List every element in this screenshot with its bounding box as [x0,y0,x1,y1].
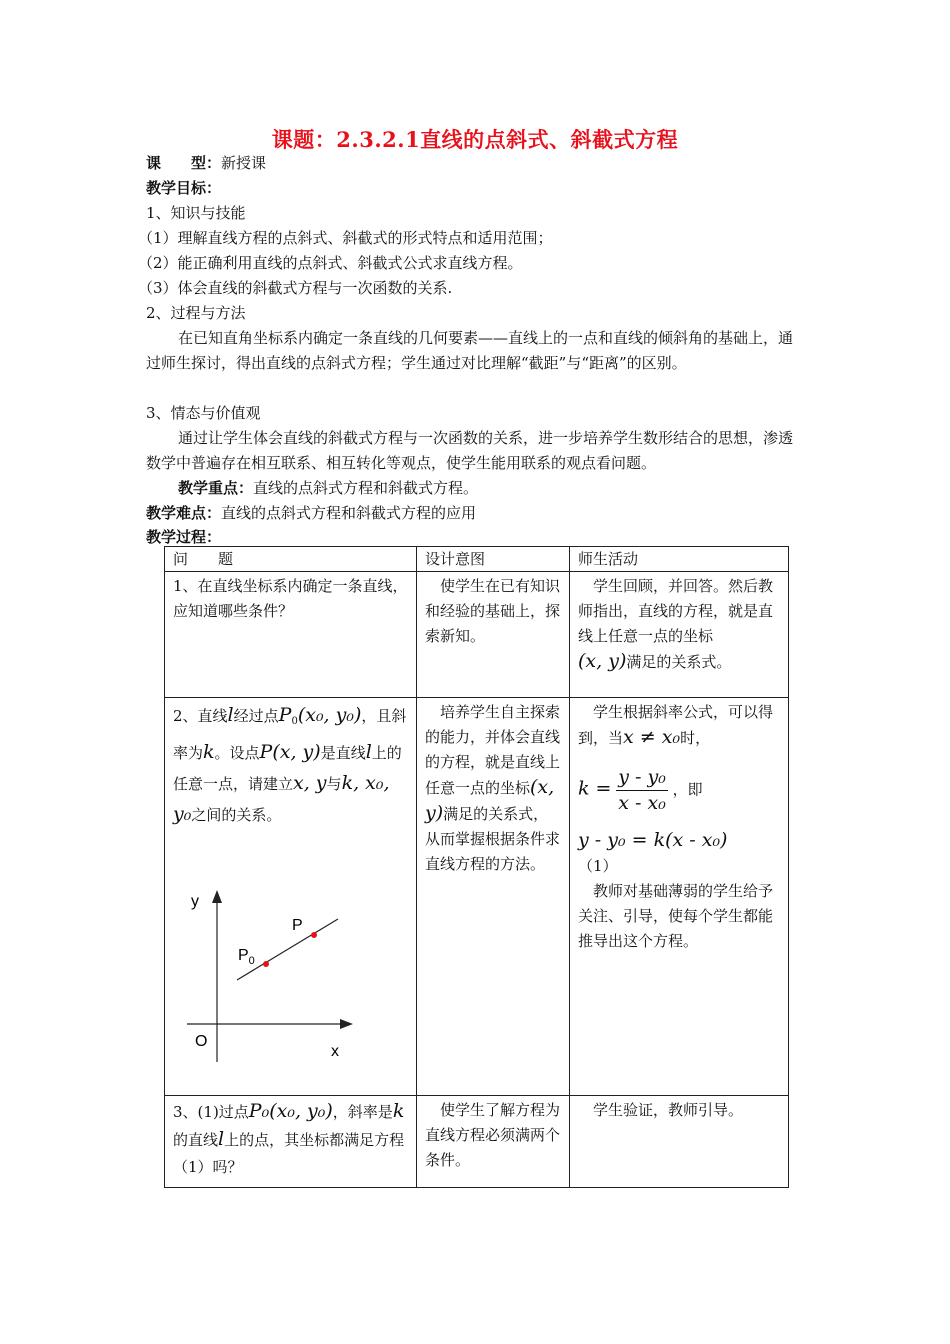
key-point-value: 直线的点斜式方程和斜截式方程。 [253,479,479,497]
row2-act-text-4: 教师对基础薄弱的学生给予关注、引导，使每个学生都能推导出这个方程。 [578,882,774,950]
table-row [165,572,789,698]
row2-act-text-3: ，即 [672,780,703,799]
row2-activity [570,698,789,1096]
row2-act-num: y - y₀ [616,765,668,791]
table-row [165,698,789,1096]
row2-q-p0-args: (x₀, y₀) [297,704,362,726]
row2-act-fraction [616,765,668,816]
difficulty-label: 教学难点： [146,504,222,522]
row3-activity: 学生验证，教师引导。 [570,1096,789,1188]
process-method-text: 在已知直角坐标系内确定一条直线的几何要素——直线上的一点和直线的倾斜角的基础上，通过师生探讨，得出直线的点斜式方程；学生通过对比理解“截距”与“距离”的区别。 [146,329,794,372]
row2-question [165,698,417,1096]
row2-act-formula [578,765,782,816]
row2-q-text-4: 。设点 [214,744,260,762]
row3-q-text-4: 上的点，其坐标都满足方程（1）吗？ [173,1131,405,1176]
knowledge-item-2: （2）能正确利用直线的点斜式、斜截式公式求直线方程。 [138,254,523,272]
difficulty [146,503,476,523]
row1-activity-tail: 满足的关系式。 [626,653,732,671]
row3-q-p0: P₀(x₀, y₀) [248,1100,333,1122]
row3-q-text-2: ，斜率是 [332,1103,393,1121]
label-x: x [331,1043,339,1060]
header-activity: 师生活动 [570,547,789,572]
label-p0 [238,947,255,967]
row3-question [165,1096,417,1188]
row2-q-text-7: 与 [326,775,342,793]
key-point-label: 教学重点： [178,479,254,497]
row1-question: 1、在直线坐标系内确定一条直线，应知道哪些条件？ [165,572,417,698]
x-axis-arrow [340,1019,353,1029]
row1-activity [570,572,789,698]
key-point [178,478,478,498]
row2-q-p0 [279,704,362,726]
row1-intent: 使学生在已有知识和经验的基础上，探索新知。 [417,572,570,698]
row2-q-l2: l [365,741,372,763]
lesson-type-value: 新授课 [221,154,267,172]
point-p0 [263,961,269,967]
row2-q-xy: x, y [293,772,327,794]
row2-q-p: P(x, y) [259,741,321,763]
point-p [311,932,317,938]
row2-question-text [173,700,409,830]
table-header-row [165,547,789,572]
row2-intent-text-1: 培养学生自主探索的能力，并体会直线的方程，就是直线上任意一点的坐标 [425,703,561,797]
objectives-heading: 教学目标： [146,179,222,197]
row2-q-text-3: ，且斜率为 [173,707,407,762]
knowledge-item-3: （3）体会直线的斜截式方程与一次函数的关系. [138,279,453,297]
row3-q-k: k [392,1100,405,1122]
row2-intent-text-2: 满足的关系式，从而掌握根据条件求直线方程的方法。 [425,805,561,873]
emotion-heading: 3、情态与价值观 [146,404,261,422]
row1-activity-text: 学生回顾，并回答。然后教师指出，直线的方程，就是直线上任意一点的坐标 [578,577,774,645]
lesson-type [146,153,266,173]
table-row [165,1096,789,1188]
row2-q-text-6: 上的任意一点，请建立 [173,744,402,793]
row2-q-text-8: 之间的关系。 [191,806,282,824]
row2-q-p0-letter: P [278,704,292,726]
row2-act-line1 [578,700,782,751]
row2-act-text-2: 时， [680,729,711,747]
lesson-type-label: 课 型： [146,154,222,172]
row2-q-text-1: 2、直线 [173,707,228,725]
label-y: y [191,893,199,910]
label-o: O [195,1033,208,1050]
row2-q-k: k [203,741,215,763]
label-p: P [292,917,303,934]
emotion-text: 通过让学生体会直线的斜截式方程与一次函数的关系，进一步培养学生数形结合的思想，渗透数学中普遍存在相互联系、相互转化等观点，使学生能用联系的观点看问题。 [146,429,794,472]
y-axis-arrow [212,890,222,903]
row1-activity-math: (x, y) [578,650,627,672]
row2-act-k: k = [578,777,612,800]
row2-q-text-2: 经过点 [233,707,279,725]
row2-q-p0-sub: 0 [291,716,298,727]
header-intent: 设计意图 [417,547,570,572]
knowledge-heading: 1、知识与技能 [146,204,246,222]
row2-intent [417,698,570,1096]
process-method-heading: 2、过程与方法 [146,304,246,322]
coordinate-figure [181,884,381,1064]
row2-act-equation [578,828,782,854]
row2-act-label: （1） [578,857,618,875]
row2-act-den: x - x₀ [618,792,666,814]
row2-act-cond: x ≠ x₀ [623,726,681,748]
label-p0-letter: P [238,947,249,964]
row3-q-text-1: 3、(1)过点 [173,1103,249,1121]
knowledge-item-1: （1）理解直线方程的点斜式、斜截式的形式特点和适用范围； [138,229,553,247]
process-heading: 教学过程： [146,528,222,546]
row2-act-eq: y - y₀ = k(x - x₀) [578,829,728,851]
row2-q-kxy: k, x₀, y₀ [173,772,390,825]
row2-act-text-1: 学生根据斜率公式，可以得到，当 [578,703,774,747]
row2-q-l: l [227,704,234,726]
page-title: 课题：2.3.2.1直线的点斜式、斜截式方程 [271,127,679,152]
row3-q-text-3: 的直线 [173,1131,219,1149]
difficulty-value: 直线的点斜式方程和斜截式方程的应用 [221,504,477,522]
header-question: 问 题 [165,547,417,572]
row2-intent-math: (x, y) [425,776,555,824]
label-p0-sub: 0 [248,955,255,967]
row2-q-text-5: 是直线 [320,744,366,762]
row3-intent: 使学生了解方程为直线方程必须满两个条件。 [417,1096,570,1188]
row3-q-l: l [218,1128,225,1150]
line-l [237,919,338,980]
process-table [164,546,789,1188]
